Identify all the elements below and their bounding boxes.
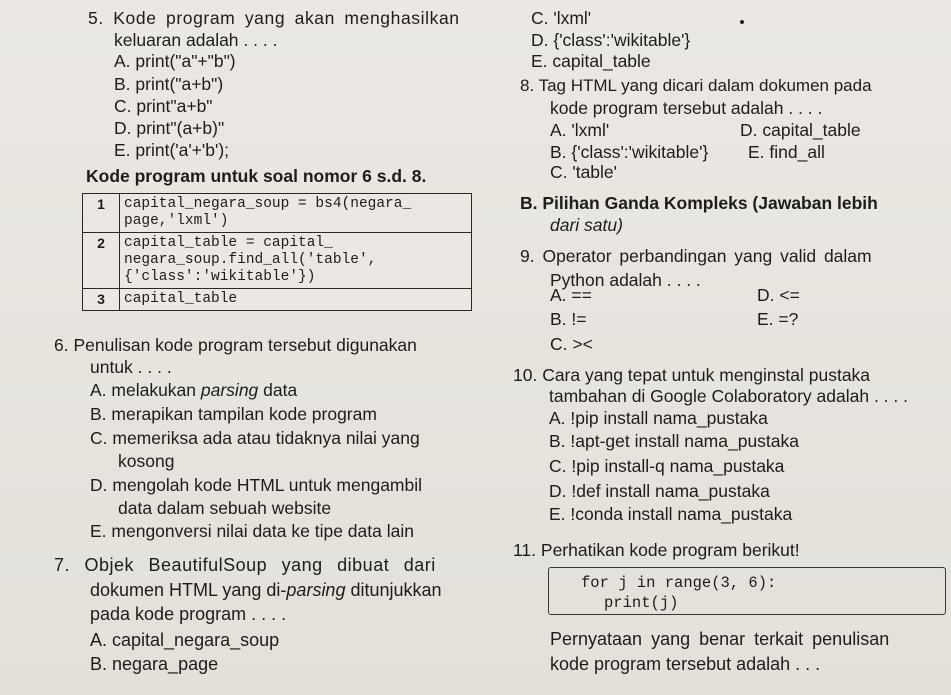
q11-stem-line1: 11. Perhatikan kode program berikut!	[513, 540, 800, 560]
q10-option-d: D. !def install nama_pustaka	[549, 481, 770, 501]
code-line: negara_soup.find_all('table',	[124, 252, 377, 268]
q5-option-b: B. print("a+b")	[114, 74, 224, 94]
q8-option-c: C. 'table'	[550, 162, 617, 182]
q6-option-c-line1: C. memeriksa ada atau tidaknya nilai yang	[90, 428, 420, 448]
code-cell	[120, 233, 472, 289]
code-line: page,'lxml')	[124, 213, 229, 229]
q6-option-a: A. melakukan parsing data	[90, 380, 298, 400]
q5-option-d: D. print"(a+b)"	[114, 118, 225, 138]
q5-option-a: A. print("a"+"b")	[114, 51, 236, 71]
q11-statement-line1: Pernyataan yang benar terkait penulisan	[550, 629, 890, 649]
q8-option-e: E. find_all	[748, 142, 825, 162]
q5-stem-line2: keluaran adalah . . . .	[114, 30, 278, 50]
code-line: capital_negara_soup = bs4(negara_	[124, 196, 412, 212]
q7-option-b: B. negara_page	[90, 654, 219, 674]
code-line: {'class':'wikitable'})	[124, 269, 316, 285]
q10-stem-line2: tambahan di Google Colaboratory adalah . . . .	[549, 386, 908, 406]
q9-option-a: A. ==	[550, 285, 592, 305]
q9-option-d: D. <=	[757, 285, 800, 305]
code-row	[83, 289, 472, 311]
q7-option-a: A. capital_negara_soup	[90, 630, 280, 650]
q6-stem-line2: untuk . . . .	[90, 357, 172, 377]
code-row	[83, 194, 472, 233]
q10-option-a: A. !pip install nama_pustaka	[549, 408, 768, 428]
q10-option-c: C. !pip install-q nama_pustaka	[549, 456, 785, 476]
q8-option-a: A. 'lxml'	[550, 120, 610, 140]
q8-option-d: D. capital_table	[740, 120, 861, 140]
section-b-subheading: dari satu)	[550, 215, 623, 235]
q6-option-b: B. merapikan tampilan kode program	[90, 404, 377, 424]
q11-statement-line2: kode program tersebut adalah . . .	[550, 654, 821, 674]
q11-code-line1: for j in range(3, 6):	[581, 574, 777, 592]
q5-stem-line1: 5. Kode program yang akan menghasilkan	[88, 8, 460, 28]
q8-stem-line2: kode program tersebut adalah . . . .	[550, 98, 823, 118]
q5-option-e-right: E. capital_table	[531, 51, 651, 71]
q7-stem-line3: pada kode program . . . .	[90, 604, 287, 624]
code-cell	[120, 289, 472, 311]
q5-option-c: C. print"a+b"	[114, 96, 213, 116]
q6-option-e: E. mengonversi nilai data ke tipe data lain	[90, 521, 414, 541]
q10-stem-line1: 10. Cara yang tepat untuk menginstal pustaka	[513, 365, 871, 385]
q8-option-b: B. {'class':'wikitable'}	[550, 142, 709, 162]
q7-stem-line2: dokumen HTML yang di-parsing ditunjukkan	[90, 580, 442, 600]
q5-option-c-right: C. 'lxml'	[531, 8, 592, 28]
q9-stem-line2: Python adalah . . . .	[550, 270, 701, 290]
line-number: 2	[83, 233, 120, 289]
speck	[740, 20, 744, 24]
q11-code-line2: print(j)	[604, 594, 679, 612]
q6-stem-line1: 6. Penulisan kode program tersebut digunakan	[54, 335, 417, 355]
section-b-heading: B. Pilihan Ganda Kompleks (Jawaban lebih	[520, 193, 878, 213]
q5-option-d-right: D. {'class':'wikitable'}	[531, 30, 691, 50]
line-number: 3	[83, 289, 120, 311]
q6-option-d-line1: D. mengolah kode HTML untuk mengambil	[90, 475, 423, 495]
q9-option-c: C. ><	[550, 334, 593, 354]
line-number: 1	[83, 194, 120, 233]
q6-option-d-line2: data dalam sebuah website	[118, 498, 332, 518]
code-line: capital_table = capital_	[124, 235, 333, 251]
q9-stem-line1: 9. Operator perbandingan yang valid dalam	[520, 246, 872, 266]
q10-option-b: B. !apt-get install nama_pustaka	[549, 431, 800, 451]
q8-stem-line1: 8. Tag HTML yang dicari dalam dokumen pada	[520, 76, 872, 95]
q9-option-e: E. =?	[757, 309, 799, 329]
q10-option-e: E. !conda install nama_pustaka	[549, 504, 793, 524]
q7-stem-line1: 7. Objek BeautifulSoup yang dibuat dari	[54, 555, 436, 575]
q6-option-c-line2: kosong	[118, 451, 175, 471]
q9-option-b: B. !=	[550, 309, 587, 329]
code-section-heading: Kode program untuk soal nomor 6 s.d. 8.	[86, 166, 427, 186]
code-line: capital_table	[124, 291, 238, 307]
code-cell	[120, 194, 472, 233]
q5-option-e: E. print('a'+'b');	[114, 140, 230, 160]
code-row	[83, 233, 472, 289]
code-table	[82, 193, 472, 311]
